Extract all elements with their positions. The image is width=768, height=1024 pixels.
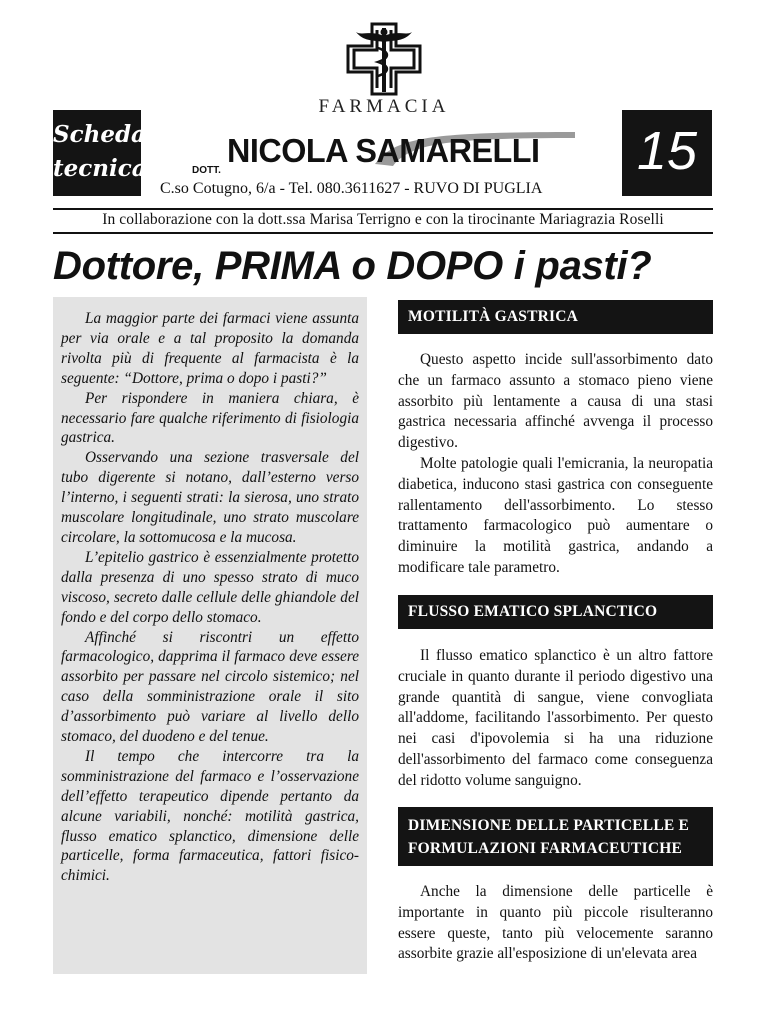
section-body-blood-flow: [398, 646, 713, 792]
intro-paragraph: Osservando una sezione trasversale del tubo digerente si notano, dall’esterno verso l’interno, i seguenti strati: la sierosa, uno strato muscolare longitudinale, uno strato muscolare circolare, la sottomucosa e la mucosa.: [61, 449, 359, 546]
section-paragraph: Il flusso ematico splanctico è un altro fattore cruciale in quanto durante il periodo digestivo una grande quantità di sangue, viene convogliata all'addome, facilitando l'assorbimento. Per questo nei casi d'ipovolemia si ha una riduzione dell'assorbimento del farmaco come conseguenza del ridotto volume sanguigno.: [398, 647, 713, 789]
section-paragraph: Questo aspetto incide sull'assorbimento dato che un farmaco assunto a stomaco pieno viene assorbito più lentamente a causa di una stasi gastrica necessaria affinché avvenga il processo digestivo.: [398, 351, 713, 452]
page-title: Dottore, PRIMA o DOPO i pasti?: [53, 244, 652, 288]
section-heading-particles: [398, 807, 713, 866]
top-rule: [53, 208, 713, 210]
section-heading-line-1: DIMENSIONE DELLE PARTICELLE E: [408, 817, 690, 834]
intro-paragraph: Il tempo che intercorre tra la somministrazione del farmaco e l’osservazione dell’effetto terapeutico dipende pertanto da alcune variabili, nonché: motilità gastrica, flusso ematico splanctico, dimensione delle particelle, forma farmaceutica, fattori fisico-chimici.: [61, 747, 359, 885]
section-body-particles: [398, 882, 713, 965]
section-body-motility: [398, 350, 713, 579]
badge-line-2: tecnica: [53, 155, 147, 182]
doctor-title: DOTT.: [192, 165, 221, 176]
collaboration-line: In collaborazione con la dott.ssa Marisa Terrigno e con la tirocinante Mariagrazia Roselli: [102, 211, 664, 228]
intro-paragraph: L’epitelio gastrico è essenzialmente protetto dalla presenza di uno spesso strato di muco viscoso, secreto dalle cellule delle ghiandole del fondo e del corpo dello stomaco.: [61, 548, 359, 626]
section-heading-motility: MOTILITÀ GASTRICA: [398, 300, 713, 334]
intro-paragraph: Affinché si riscontri un effetto farmacologico, dapprima il farmaco deve essere assorbito per passare nel circolo sistemico; nel caso della somministrazione orale il sito d’assorbimento può variare al livello dello stomaco, del duodeno e del tenue.: [61, 628, 359, 746]
intro-box: [53, 297, 367, 974]
pharmacy-address: C.so Cotugno, 6/a - Tel. 080.3611627 - RUVO DI PUGLIA: [160, 180, 543, 197]
section-heading-line-2: FORMULAZIONI FARMACEUTICHE: [408, 840, 683, 857]
section-paragraph: Molte patologie quali l'emicrania, la neuropatia diabetica, inducono stasi gastrica con conseguente rallentamento dell'assorbimento. Lo stesso trattamento farmacologico può aumentare o diminuire la motilità gastrica, andando a modificare tale parametro.: [398, 454, 713, 576]
section-paragraph: Anche la dimensione delle particelle è importante in quanto più piccole risulteranno essere queste, tanto più velocemente saranno assorbite grazie all'esposizione di un'elevata area: [398, 883, 713, 963]
bottom-rule: [53, 232, 713, 234]
badge-line-1: Scheda: [53, 121, 146, 148]
section-heading-blood-flow: FLUSSO EMATICO SPLANCTICO: [398, 595, 713, 629]
pharmacy-label: FARMACIA: [318, 96, 450, 117]
pharmacist-name: NICOLA SAMARELLI: [227, 132, 540, 169]
issue-number-badge: 15: [622, 110, 712, 196]
intro-paragraph: Per rispondere in maniera chiara, è necessario fare qualche riferimento di fisiologia gastrica.: [61, 389, 359, 447]
caduceus-cross-logo-icon: [344, 22, 424, 96]
technical-sheet-badge: [53, 110, 147, 196]
intro-paragraph: La maggior parte dei farmaci viene assunta per via orale e a tal proposito la domanda rivolta più di frequente al farmacista è la seguente: “Dottore, prima o dopo i pasti?”: [61, 310, 359, 387]
